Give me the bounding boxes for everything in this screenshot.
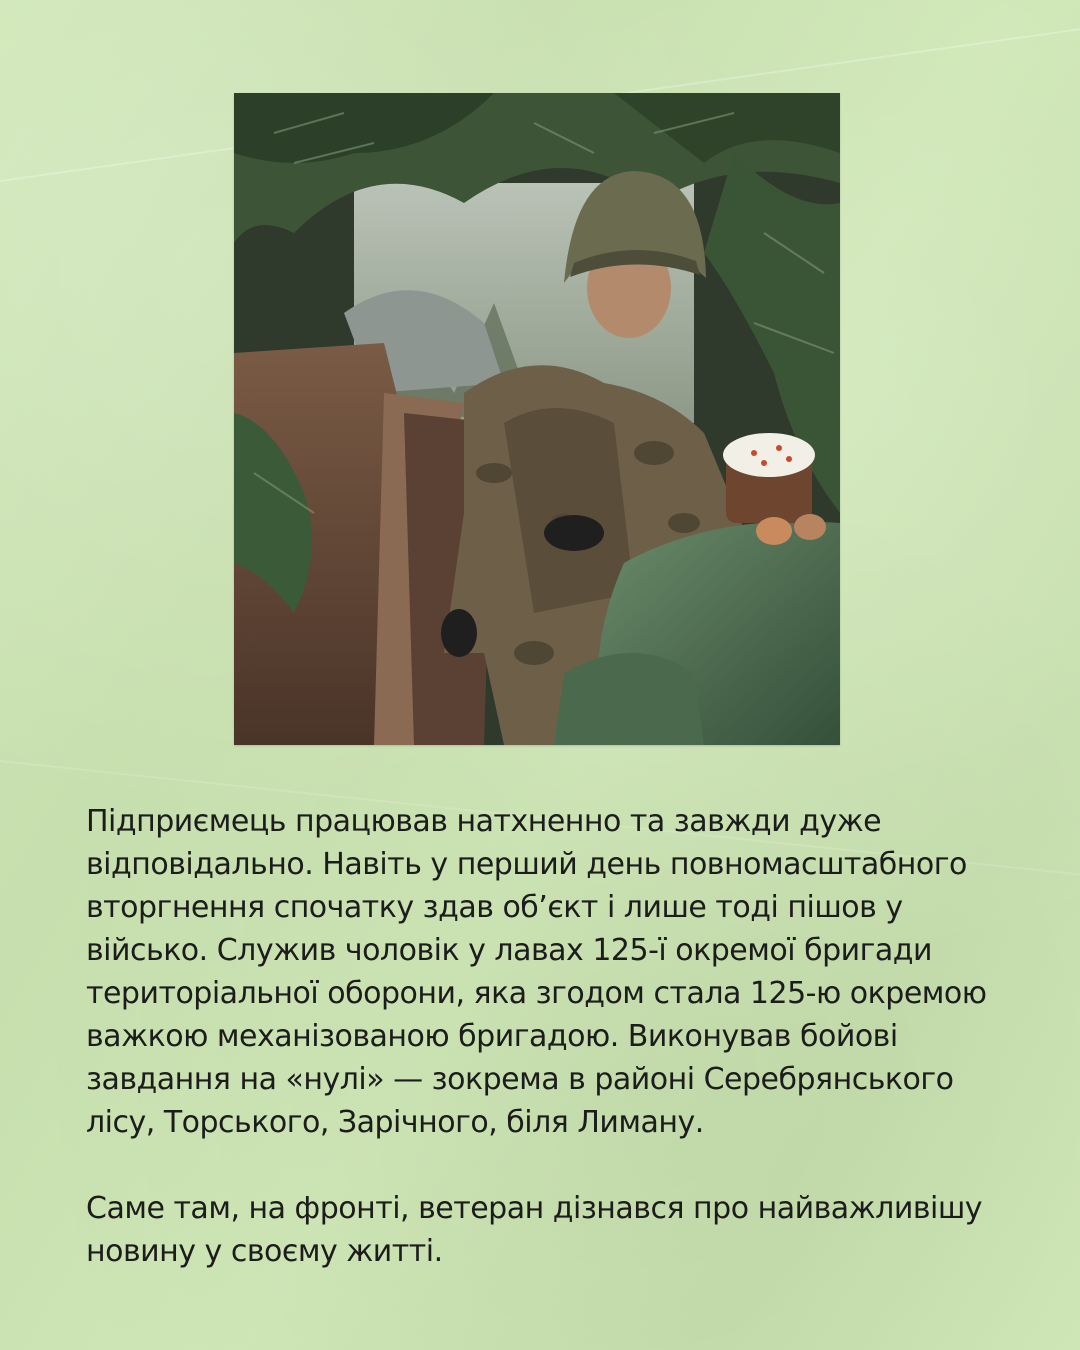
paragraph-1: Підприємець працював натхненно та завжди дуже відповідально. Навіть у перший день повномасштабного вторгнення спочатку здав об’єкт і лише тоді пішов у військо. Служив чоловік у лавах 125-ї окремої бригади територіальної оборони, яка згодом стала 125-ю окремою важкою механізованою бригадою. Виконував бойові завдання на «нулі» — зокрема в районі Серебрянського лісу, Торського, Зарічного, біля Лиману.	[86, 804, 987, 1140]
paragraph-2: Саме там, на фронті, ветеран дізнався про найважливішу новину у своєму житті.	[86, 1191, 983, 1269]
soldier-in-trench-photo-icon	[234, 93, 840, 745]
soldier-photo	[234, 93, 840, 745]
article-text	[86, 800, 996, 1273]
